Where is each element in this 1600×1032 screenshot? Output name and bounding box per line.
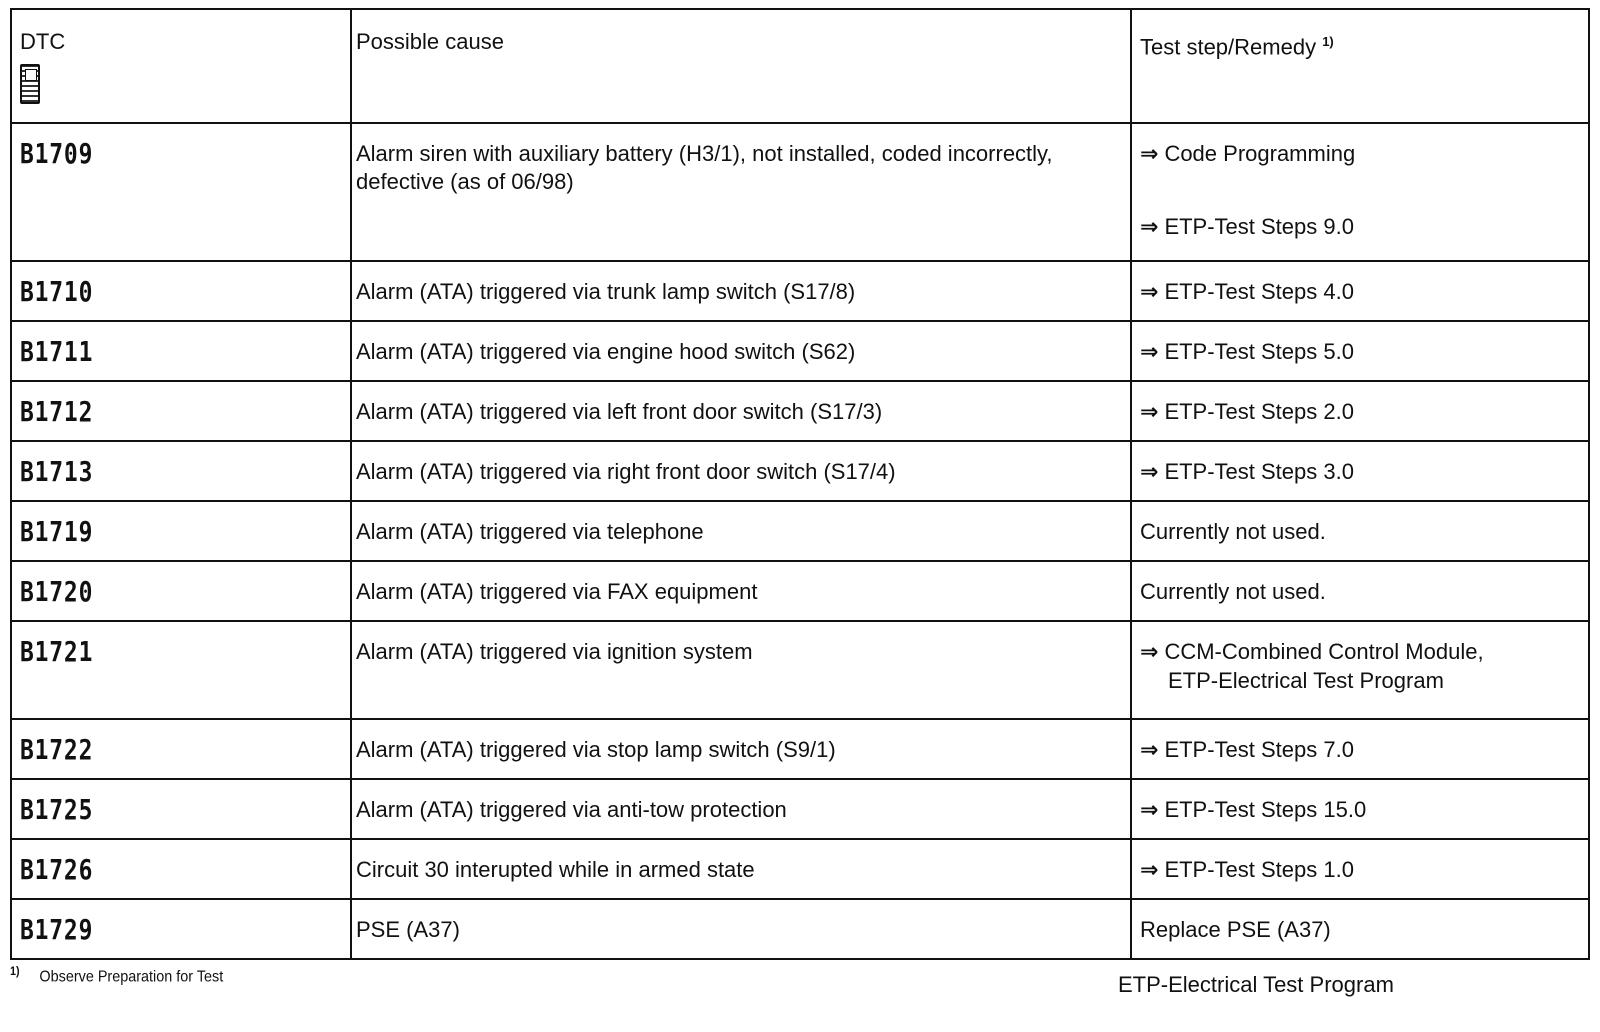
cause-cell (351, 261, 1131, 321)
remedy-text: ETP-Test Steps 3.0 (1164, 459, 1354, 484)
cause-cell (351, 381, 1131, 441)
dtc-cell (11, 561, 351, 621)
arrow-icon: ⇒ (1140, 400, 1159, 425)
remedy-link (1140, 458, 1580, 487)
dtc-cell (11, 779, 351, 839)
header-dtc: DTC (20, 29, 66, 54)
cause-text: Alarm (ATA) triggered via ignition system (356, 639, 753, 664)
cause-cell (351, 441, 1131, 501)
dtc-code: B1720 (20, 575, 94, 608)
cause-cell (351, 321, 1131, 381)
footnote-mark: 1) (10, 964, 20, 978)
cause-text: PSE (A37) (356, 917, 460, 942)
table-row (11, 123, 1589, 261)
dtc-cell (11, 321, 351, 381)
dtc-code: B1729 (20, 913, 94, 946)
cause-cell (351, 561, 1131, 621)
dtc-cell (11, 441, 351, 501)
remedy-text: Currently not used. (1140, 579, 1326, 604)
dtc-code: B1710 (20, 275, 94, 308)
remedy-text: ETP-Test Steps 4.0 (1164, 279, 1354, 304)
remedy-link (1140, 796, 1580, 825)
remedy-cell (1131, 719, 1589, 779)
cause-cell (351, 501, 1131, 561)
arrow-icon: ⇒ (1140, 142, 1159, 167)
cause-text: Alarm (ATA) triggered via left front door switch (S17/3) (356, 399, 883, 424)
remedy-text: ETP-Test Steps 1.0 (1164, 857, 1354, 882)
remedy-cell (1131, 839, 1589, 899)
table-row (11, 719, 1589, 779)
header-cause-cell (351, 9, 1131, 123)
dtc-document (10, 8, 1588, 960)
header-remedy-cell (1131, 9, 1589, 123)
cause-text: Alarm (ATA) triggered via engine hood switch (S62) (356, 339, 856, 364)
remedy-cell (1131, 501, 1589, 561)
hand-held-tester-icon (20, 64, 40, 104)
dtc-table (10, 8, 1590, 960)
dtc-code: B1711 (20, 335, 94, 368)
dtc-cell (11, 621, 351, 719)
cause-text: Alarm (ATA) triggered via anti-tow protection (356, 797, 787, 822)
remedy-text: ETP-Test Steps 5.0 (1164, 339, 1354, 364)
remedy-link (1140, 213, 1580, 242)
remedy-text: CCM-Combined Control Module, (1164, 639, 1484, 664)
remedy-cell (1131, 899, 1589, 959)
dtc-cell (11, 719, 351, 779)
footnote-mark: 1) (1322, 34, 1334, 49)
table-row (11, 899, 1589, 959)
remedy-cell (1131, 261, 1589, 321)
table-header-row (11, 9, 1589, 123)
dtc-code: B1713 (20, 455, 94, 488)
dtc-code: B1725 (20, 793, 94, 826)
remedy-text: Currently not used. (1140, 519, 1326, 544)
dtc-cell (11, 123, 351, 261)
cause-text: Alarm (ATA) triggered via stop lamp switch (S9/1) (356, 737, 836, 762)
table-row (11, 321, 1589, 381)
cause-cell (351, 899, 1131, 959)
remedy-cell (1131, 561, 1589, 621)
cause-text: Alarm (ATA) triggered via FAX equipment (356, 579, 758, 604)
arrow-icon: ⇒ (1140, 738, 1159, 763)
cause-text: Alarm (ATA) triggered via right front door switch (S17/4) (356, 459, 896, 484)
dtc-code: B1722 (20, 733, 94, 766)
footnote-text: Observe Preparation for Test (39, 968, 224, 986)
arrow-icon: ⇒ (1140, 460, 1159, 485)
cause-text: Alarm (ATA) triggered via telephone (356, 519, 704, 544)
remedy-cell (1131, 441, 1589, 501)
cause-text: Alarm siren with auxiliary battery (H3/1), not installed, coded incorrectly, defective (as of 06/98) (356, 141, 1053, 194)
abbreviation-note: ETP-Electrical Test Program (1118, 972, 1394, 997)
cause-text: Circuit 30 interupted while in armed state (356, 857, 755, 882)
remedy-link (1140, 278, 1580, 307)
dtc-cell (11, 839, 351, 899)
arrow-icon: ⇒ (1140, 858, 1159, 883)
arrow-icon: ⇒ (1140, 280, 1159, 305)
remedy-text: ETP-Test Steps 7.0 (1164, 737, 1354, 762)
remedy-cell (1131, 779, 1589, 839)
remedy-link (1140, 856, 1580, 885)
remedy-continuation: ETP-Electrical Test Program (1168, 668, 1444, 693)
dtc-cell (11, 899, 351, 959)
arrow-icon: ⇒ (1140, 340, 1159, 365)
remedy-link (1140, 338, 1580, 367)
header-cause: Possible cause (356, 29, 504, 54)
arrow-icon: ⇒ (1140, 640, 1159, 665)
remedy-text: ETP-Test Steps 2.0 (1164, 399, 1354, 424)
cause-cell (351, 839, 1131, 899)
header-remedy: Test step/Remedy (1140, 34, 1317, 60)
remedy-text: ETP-Test Steps 15.0 (1164, 797, 1367, 822)
remedy-link (1140, 398, 1580, 427)
cause-cell (351, 123, 1131, 261)
dtc-cell (11, 501, 351, 561)
remedy-cell (1131, 621, 1589, 719)
remedy-text: ETP-Test Steps 9.0 (1164, 214, 1354, 239)
dtc-code: B1726 (20, 853, 94, 886)
table-row (11, 501, 1589, 561)
remedy-link (1140, 736, 1580, 765)
table-body (11, 123, 1589, 959)
table-row (11, 779, 1589, 839)
remedy-cell (1131, 321, 1589, 381)
arrow-icon: ⇒ (1140, 798, 1159, 823)
remedy-link (1140, 638, 1580, 667)
table-row (11, 381, 1589, 441)
remedy-link (1140, 140, 1580, 169)
dtc-code: B1719 (20, 515, 94, 548)
cause-text: Alarm (ATA) triggered via trunk lamp switch (S17/8) (356, 279, 856, 304)
table-row (11, 621, 1589, 719)
dtc-code: B1709 (20, 137, 94, 170)
remedy-text: Code Programming (1164, 141, 1356, 166)
table-row (11, 561, 1589, 621)
cause-cell (351, 719, 1131, 779)
cause-cell (351, 779, 1131, 839)
header-dtc-cell (11, 9, 351, 123)
remedy-text: Replace PSE (A37) (1140, 917, 1331, 942)
cause-cell (351, 621, 1131, 719)
arrow-icon: ⇒ (1140, 215, 1159, 240)
dtc-cell (11, 261, 351, 321)
table-row (11, 839, 1589, 899)
footnote (10, 964, 223, 986)
table-row (11, 261, 1589, 321)
dtc-code: B1712 (20, 395, 94, 428)
table-row (11, 441, 1589, 501)
dtc-code: B1721 (20, 635, 94, 668)
dtc-cell (11, 381, 351, 441)
remedy-cell (1131, 123, 1589, 261)
remedy-cell (1131, 381, 1589, 441)
